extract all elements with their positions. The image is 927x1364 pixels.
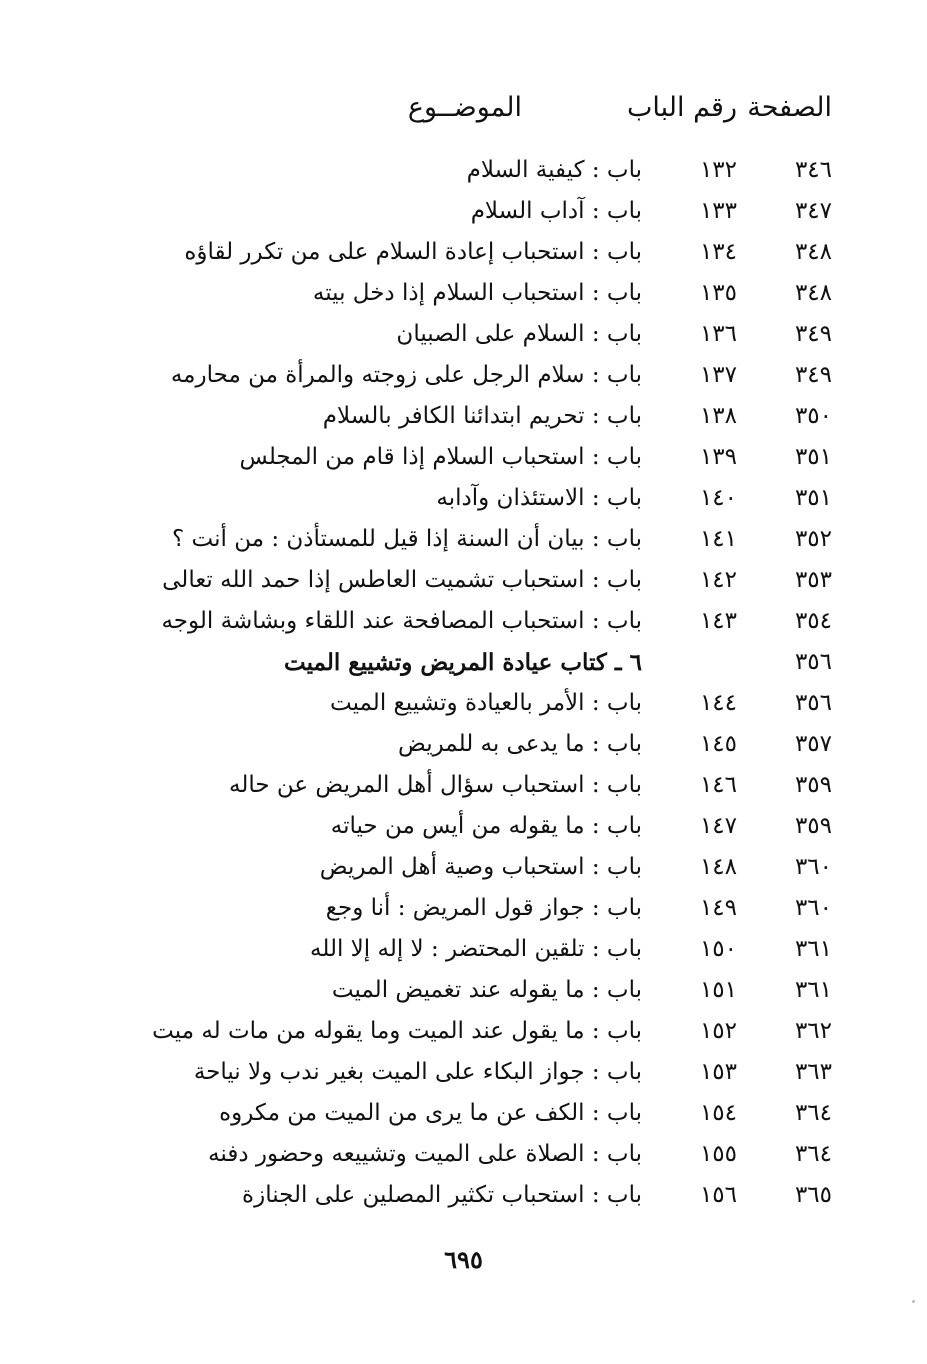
- table-row: [0, 314, 927, 355]
- row-page-number: ٣٦١: [794, 977, 832, 1003]
- row-chapter-number: ١٣٣: [699, 198, 737, 224]
- table-row: [0, 970, 927, 1011]
- table-row: [0, 929, 927, 970]
- row-chapter-number: ١٥٠: [699, 936, 737, 962]
- table-row: [0, 519, 927, 560]
- table-header: [0, 92, 927, 136]
- row-topic: باب : استحباب السلام إذا قام من المجلس: [239, 444, 642, 470]
- index-table: [0, 150, 927, 1216]
- row-topic: باب : استحباب تكثير المصلين على الجنازة: [242, 1182, 642, 1208]
- row-page-number: ٣٥٦: [794, 649, 832, 675]
- row-chapter-number: ١٤٥: [699, 731, 737, 757]
- row-topic: باب : بيان أن السنة إذا قيل للمستأذن : من أنت ؟: [172, 526, 642, 552]
- row-chapter-number: ١٤٣: [699, 608, 737, 634]
- row-page-number: ٣٥٧: [794, 731, 832, 757]
- row-page-number: ٣٤٩: [794, 362, 832, 388]
- table-row: [0, 601, 927, 642]
- table-row: [0, 560, 927, 601]
- row-page-number: ٣٥٦: [794, 690, 832, 716]
- table-row: [0, 150, 927, 191]
- row-page-number: ٣٤٨: [794, 239, 832, 265]
- table-row: [0, 683, 927, 724]
- row-chapter-number: ١٣٧: [699, 362, 737, 388]
- row-chapter-number: ١٤١: [699, 526, 737, 552]
- row-page-number: ٣٤٨: [794, 280, 832, 306]
- row-topic: باب : استحباب المصافحة عند اللقاء وبشاشة الوجه: [161, 608, 642, 634]
- table-row: [0, 847, 927, 888]
- page-number: ٦٩٥: [444, 1245, 483, 1274]
- row-topic: باب : استحباب وصية أهل المريض: [319, 854, 642, 880]
- row-topic: باب : السلام على الصبيان: [396, 321, 642, 347]
- table-row: [0, 437, 927, 478]
- row-page-number: ٣٦٣: [794, 1059, 832, 1085]
- row-topic: باب : جواز قول المريض : أنا وجع: [325, 895, 642, 921]
- table-row: [0, 191, 927, 232]
- table-row: [0, 1052, 927, 1093]
- row-page-number: ٣٥٩: [794, 772, 832, 798]
- row-page-number: ٣٦٠: [794, 854, 832, 880]
- row-topic: باب : الصلاة على الميت وتشييعه وحضور دفنه: [208, 1141, 642, 1167]
- row-chapter-number: ١٣٥: [699, 280, 737, 306]
- row-topic: باب : الاستئذان وآدابه: [436, 485, 642, 511]
- table-row: [0, 888, 927, 929]
- section-heading-row: [0, 642, 927, 683]
- row-page-number: ٣٦٤: [794, 1141, 832, 1167]
- table-row: [0, 355, 927, 396]
- section-title: ٦ ـ كتاب عيادة المريض وتشييع الميت: [284, 649, 642, 676]
- table-row: [0, 396, 927, 437]
- header-topic-label: الموضــوع: [407, 92, 522, 123]
- row-topic: باب : الأمر بالعيادة وتشييع الميت: [329, 690, 642, 716]
- row-chapter-number: ١٥٢: [699, 1018, 737, 1044]
- row-page-number: ٣٥٩: [794, 813, 832, 839]
- row-chapter-number: ١٤٠: [699, 485, 737, 511]
- row-chapter-number: ١٣٦: [699, 321, 737, 347]
- scan-speck: [912, 1300, 915, 1303]
- row-chapter-number: ١٥٣: [699, 1059, 737, 1085]
- row-chapter-number: ١٣٢: [699, 157, 737, 183]
- row-chapter-number: ١٤٤: [699, 690, 737, 716]
- row-topic: باب : ما يقوله من أيس من حياته: [330, 813, 642, 839]
- table-row: [0, 1011, 927, 1052]
- header-chapter-number-label: رقم الباب: [626, 92, 737, 123]
- row-page-number: ٣٦٥: [794, 1182, 832, 1208]
- row-page-number: ٣٦٠: [794, 895, 832, 921]
- row-chapter-number: ١٤٢: [699, 567, 737, 593]
- row-page-number: ٣٥٣: [794, 567, 832, 593]
- row-topic: باب : تلقين المحتضر : لا إله إلا الله: [310, 936, 642, 962]
- row-topic: باب : استحباب تشميت العاطس إذا حمد الله تعالى: [162, 567, 642, 593]
- row-topic: باب : كيفية السلام: [466, 157, 642, 183]
- row-topic: باب : تحريم ابتدائنا الكافر بالسلام: [322, 403, 642, 429]
- row-chapter-number: ١٥٦: [699, 1182, 737, 1208]
- row-topic: باب : ما يقول عند الميت وما يقوله من مات له ميت: [152, 1018, 642, 1044]
- table-row: [0, 232, 927, 273]
- row-topic: باب : ما يقوله عند تغميض الميت: [331, 977, 642, 1003]
- row-page-number: ٣٤٩: [794, 321, 832, 347]
- row-chapter-number: ١٣٨: [699, 403, 737, 429]
- row-topic: باب : استحباب السلام إذا دخل بيته: [312, 280, 642, 306]
- row-topic: باب : آداب السلام: [470, 198, 642, 224]
- table-row: [0, 806, 927, 847]
- row-chapter-number: ١٣٩: [699, 444, 737, 470]
- row-page-number: ٣٥٠: [794, 403, 832, 429]
- table-row: [0, 724, 927, 765]
- row-page-number: ٣٦١: [794, 936, 832, 962]
- table-row: [0, 1134, 927, 1175]
- row-page-number: ٣٤٧: [794, 198, 832, 224]
- table-row: [0, 1175, 927, 1216]
- row-page-number: ٣٥٢: [794, 526, 832, 552]
- row-chapter-number: ١٥١: [699, 977, 737, 1003]
- row-topic: باب : سلام الرجل على زوجته والمرأة من محارمه: [170, 362, 642, 388]
- row-page-number: ٣٦٤: [794, 1100, 832, 1126]
- table-row: [0, 1093, 927, 1134]
- table-row: [0, 765, 927, 806]
- row-topic: باب : جواز البكاء على الميت بغير ندب ولا نياحة: [193, 1059, 642, 1085]
- row-page-number: ٣٥١: [794, 444, 832, 470]
- row-chapter-number: ١٤٧: [699, 813, 737, 839]
- row-page-number: ٣٤٦: [794, 157, 832, 183]
- row-page-number: ٣٥١: [794, 485, 832, 511]
- row-chapter-number: ١٤٦: [699, 772, 737, 798]
- row-chapter-number: ١٤٩: [699, 895, 737, 921]
- row-page-number: ٣٦٢: [794, 1018, 832, 1044]
- table-row: [0, 478, 927, 519]
- row-topic: باب : ما يدعى به للمريض: [398, 731, 642, 757]
- row-chapter-number: ١٥٤: [699, 1100, 737, 1126]
- row-topic: باب : استحباب سؤال أهل المريض عن حاله: [229, 772, 642, 798]
- row-topic: باب : استحباب إعادة السلام على من تكرر لقاؤه: [184, 239, 642, 265]
- row-topic: باب : الكف عن ما يرى من الميت من مكروه: [219, 1100, 642, 1126]
- header-page-label: الصفحة: [747, 92, 832, 123]
- row-chapter-number: ١٣٤: [699, 239, 737, 265]
- row-page-number: ٣٥٤: [794, 608, 832, 634]
- row-chapter-number: ١٤٨: [699, 854, 737, 880]
- row-chapter-number: ١٥٥: [699, 1141, 737, 1167]
- table-row: [0, 273, 927, 314]
